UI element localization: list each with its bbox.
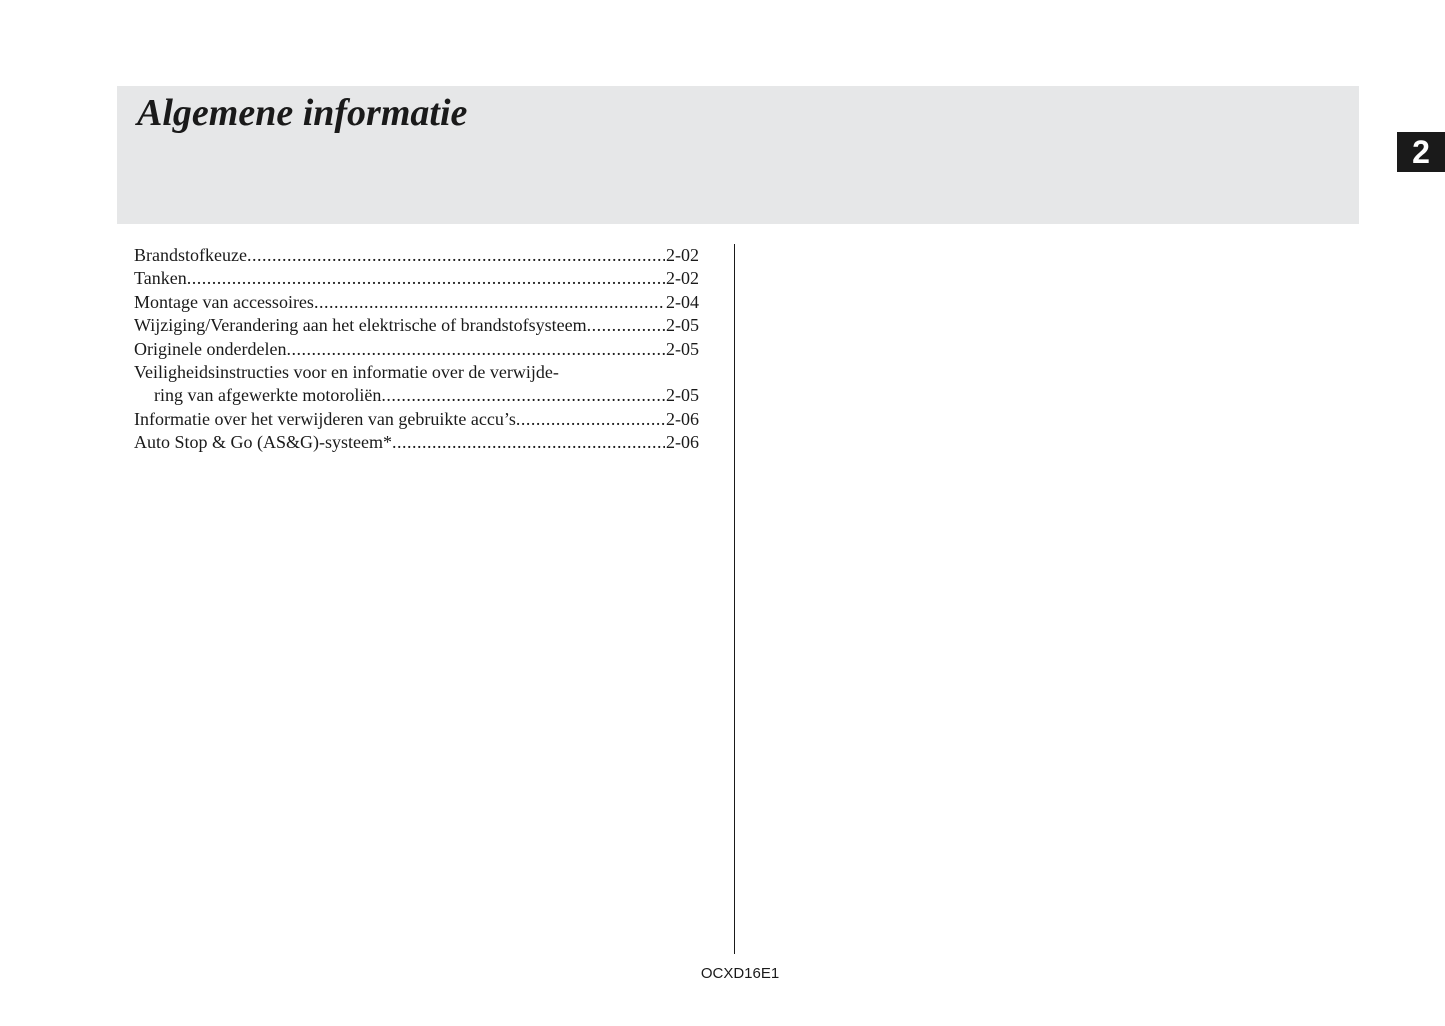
chapter-number-tab: 2 (1397, 132, 1445, 172)
toc-page-number: 2-04 (666, 291, 699, 312)
toc-entry-title-line1: Veiligheidsinstructies voor en informatie over de verwijde- (134, 362, 559, 383)
toc-entry-wijziging-systeem[interactable] (134, 314, 699, 337)
table-of-contents (134, 244, 699, 455)
toc-dot-leader (247, 244, 665, 267)
toc-entry-tanken[interactable] (134, 267, 699, 290)
toc-entry-accu-verwijderen[interactable] (134, 408, 699, 431)
toc-entry-title: Brandstofkeuze (134, 245, 247, 265)
toc-entry-title: Tanken (134, 268, 187, 289)
toc-entry-title: Montage van accessoires (134, 291, 314, 312)
toc-entry-title: Informatie over het verwijderen van gebruikte accu’s (134, 408, 516, 429)
toc-entry-title: ring van afgewerkte motoroliën (154, 385, 382, 406)
chapter-title: Algemene informatie (137, 92, 468, 134)
toc-page-number: 2-02 (666, 245, 699, 265)
toc-dot-leader (381, 384, 665, 407)
toc-entry-auto-stop-go[interactable] (134, 431, 699, 454)
toc-entry-title: Auto Stop & Go (AS&G)-systeem* (134, 432, 392, 453)
toc-entry-montage-accessoires[interactable] (134, 291, 699, 314)
toc-dot-leader (392, 431, 665, 454)
toc-dot-leader (286, 338, 665, 361)
toc-page-number: 2-06 (666, 408, 699, 429)
toc-dot-leader (187, 267, 665, 290)
toc-page-number: 2-06 (666, 432, 699, 453)
toc-entry-continuation (134, 384, 699, 407)
toc-entry-brandstofkeuze[interactable] (134, 244, 699, 267)
column-divider (734, 244, 735, 954)
toc-entry-originele-onderdelen[interactable] (134, 338, 699, 361)
toc-page-number: 2-05 (666, 338, 699, 359)
toc-dot-leader (587, 314, 665, 337)
toc-page-number: 2-05 (666, 385, 699, 406)
toc-dot-leader (516, 408, 665, 431)
toc-entry-title: Originele onderdelen (134, 338, 287, 359)
document-code: OCXD16E1 (700, 965, 780, 982)
toc-page-number: 2-02 (666, 268, 699, 289)
toc-dot-leader (314, 291, 665, 314)
toc-entry-veiligheidsinstructies[interactable] (134, 361, 699, 408)
toc-page-number: 2-05 (666, 315, 699, 336)
toc-entry-title: Wijziging/Verandering aan het elektrische of brandstofsysteem (134, 315, 587, 336)
chapter-header-band (117, 86, 1359, 224)
